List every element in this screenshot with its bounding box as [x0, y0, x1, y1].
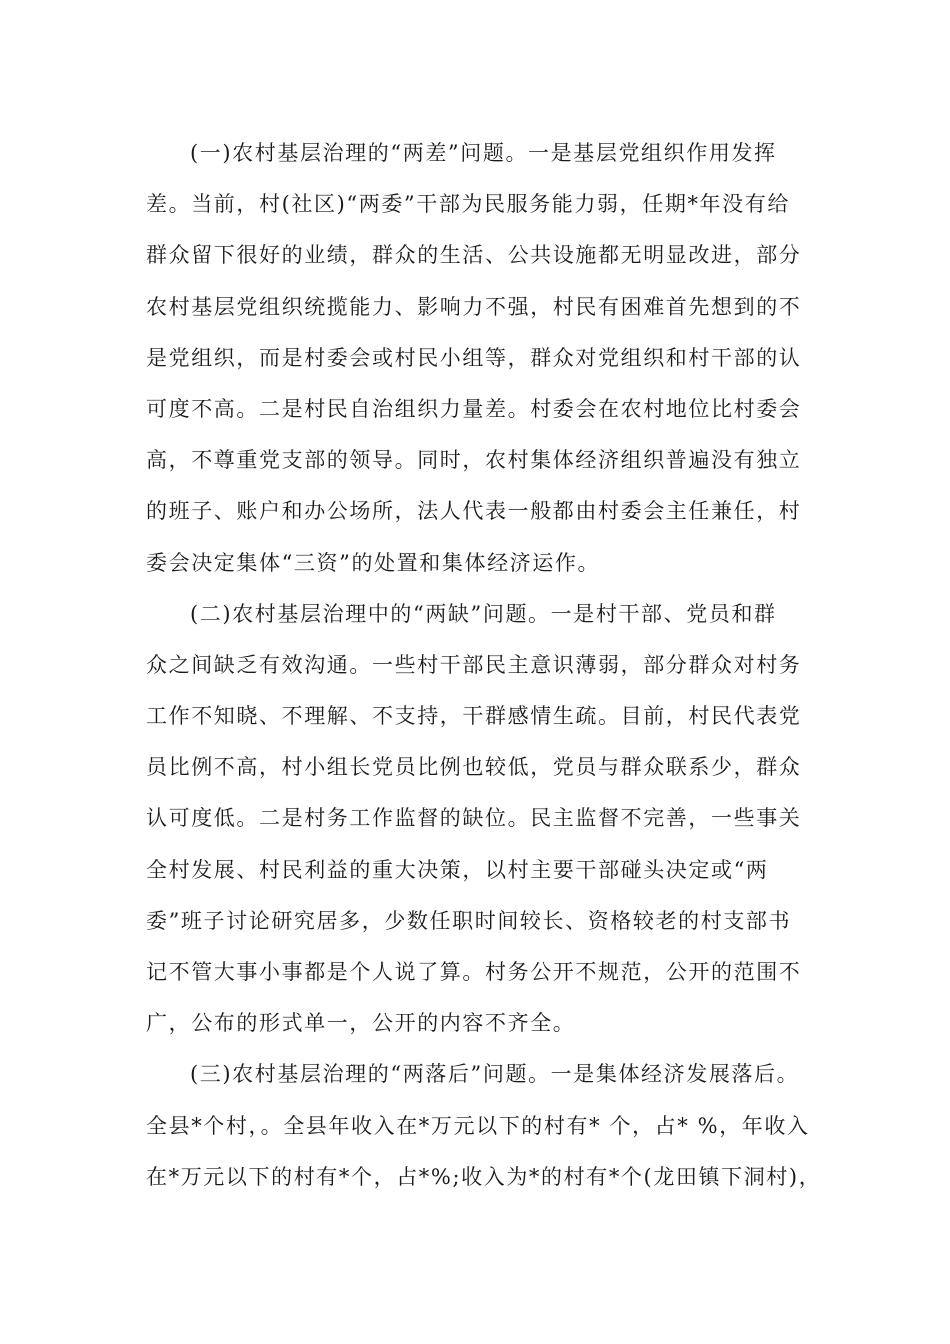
paragraph-2-line-2: 众之间缺乏有效沟通。一些村干部民主意识薄弱，部分群众对村务 — [146, 652, 802, 677]
paragraph-1-line-8: 的班子、账户和办公场所，法人代表一般都由村委会主任兼任，村 — [146, 499, 802, 524]
paragraph-1-line-9: 委会决定集体“三资”的处置和集体经济运作。 — [146, 550, 601, 575]
paragraph-1-line-4: 农村基层党组织统揽能力、影响力不强，村民有困难首先想到的不 — [146, 294, 802, 319]
paragraph-3-line-1: (三)农村基层治理的“两落后”问题。一是集体经济发展落后。 — [190, 1062, 800, 1087]
paragraph-1-line-2: 差。当前，村(社区)“两委”干部为民服务能力弱，任期*年没有给 — [146, 192, 790, 217]
paragraph-2-line-1: (二)农村基层治理中的“两缺”问题。一是村干部、党员和群 — [190, 601, 777, 626]
paragraph-1-line-5: 是党组织，而是村委会或村民小组等，群众对党组织和村干部的认 — [146, 345, 802, 370]
paragraph-2-line-4: 员比例不高，村小组长党员比例也较低，党员与群众联系少，群众 — [146, 755, 802, 780]
paragraph-2-line-3: 工作不知晓、不理解、不支持，干群感情生疏。目前，村民代表党 — [146, 704, 802, 729]
paragraph-3-line-3: 在*万元以下的村有*个，占*%;收入为*的村有*个(龙田镇下洞村)， — [146, 1164, 822, 1189]
paragraph-2-line-9: 广，公布的形式单一，公开的内容不齐全。 — [146, 1011, 576, 1036]
paragraph-1-line-1: (一)农村基层治理的“两差”问题。一是基层党组织作用发挥 — [190, 141, 777, 165]
paragraph-3-line-2: 全县*个村，。全县年收入在*万元以下的村有* 个，占* %，年收入 — [146, 1113, 810, 1138]
paragraph-2-line-7: 委”班子讨论研究居多，少数任职时间较长、资格较老的村支部书 — [146, 908, 792, 933]
paragraph-1-line-7: 高，不尊重党支部的领导。同时，农村集体经济组织普遍没有独立 — [146, 448, 802, 473]
paragraph-1-line-6: 可度不高。二是村民自治组织力量差。村委会在农村地位比村委会 — [146, 396, 802, 421]
paragraph-2-line-6: 全村发展、村民利益的重大决策，以村主要干部碰头决定或“两 — [146, 857, 769, 882]
paragraph-1-line-3: 群众留下很好的业绩，群众的生活、公共设施都无明显改进，部分 — [146, 243, 802, 268]
paragraph-2-line-5: 认可度低。二是村务工作监督的缺位。民主监督不完善，一些事关 — [146, 806, 802, 831]
document-body — [146, 128, 822, 1203]
paragraph-2-line-8: 记不管大事小事都是个人说了算。村务公开不规范，公开的范围不 — [146, 960, 802, 984]
